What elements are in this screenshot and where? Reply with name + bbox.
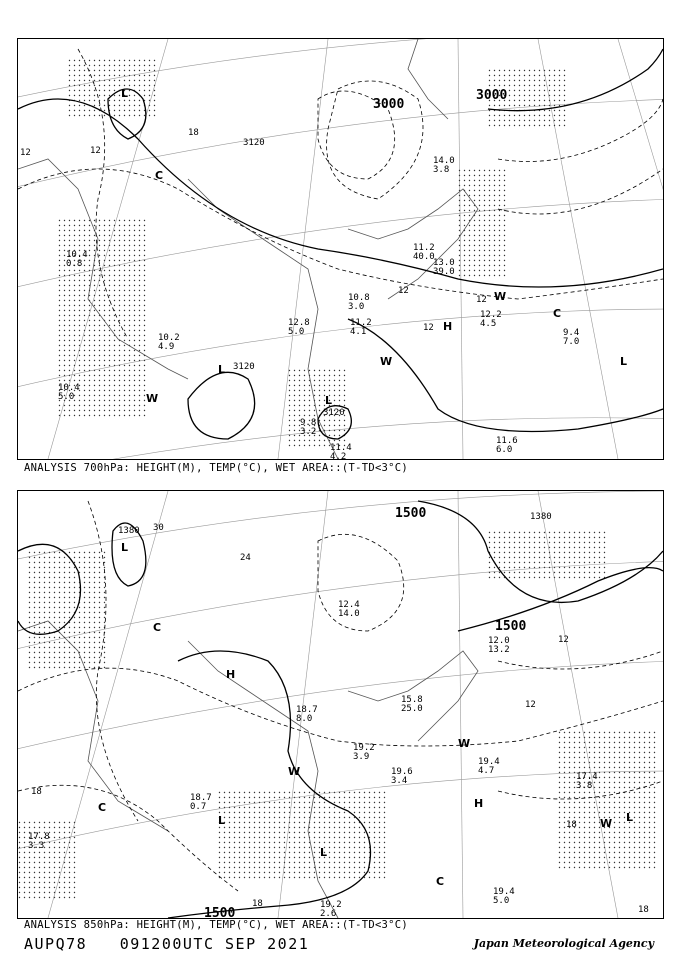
isotherm-label: 18: [638, 905, 649, 915]
map-850-graphics: [18, 491, 663, 918]
wet-area-700: [58, 59, 568, 449]
station-obs: 11.2 40.0: [413, 243, 435, 262]
height-label-3120-a: 3120: [243, 138, 265, 148]
high-pressure-symbol: H: [474, 797, 484, 810]
cold-center-symbol: C: [436, 875, 445, 888]
cold-center-symbol: C: [98, 801, 107, 814]
low-pressure-symbol: L: [121, 87, 129, 100]
station-obs: 19.2 3.9: [353, 743, 375, 762]
low-pressure-symbol: L: [626, 811, 634, 824]
isotherm-label: 24: [240, 553, 251, 563]
low-pressure-symbol: L: [620, 355, 628, 368]
map-700-graphics: [18, 39, 663, 459]
isotherm-label: 12: [525, 700, 536, 710]
height-label-1380-a: 1380: [118, 526, 140, 536]
warm-center-symbol: W: [600, 817, 613, 830]
station-obs: 12.2 4.5: [480, 310, 502, 329]
station-obs: 11.2 4.1: [350, 318, 372, 337]
warm-center-symbol: W: [380, 355, 393, 368]
height-label-3000-a: 3000: [373, 97, 405, 112]
agency-name: Japan Meteorological Agency: [473, 937, 654, 950]
warm-center-symbol: W: [494, 290, 507, 303]
isotherm-label: 12: [90, 146, 101, 156]
low-pressure-symbol: L: [121, 541, 129, 554]
isotherm-label: 12: [558, 635, 569, 645]
isotherm-label: 18: [252, 899, 263, 909]
cold-center-symbol: C: [155, 169, 164, 182]
isotherm-label: 18: [188, 128, 199, 138]
station-obs: 12.0 13.2: [488, 636, 510, 655]
chart-id: AUPQ78: [24, 935, 88, 953]
station-obs: 9.4 7.0: [563, 328, 580, 347]
station-obs: 9.8 3.2: [300, 418, 317, 437]
height-label-3000-b: 3000: [476, 88, 508, 103]
height-label-3120-b: 3120: [233, 362, 255, 372]
station-obs: 12.8 5.0: [288, 318, 310, 337]
warm-center-symbol: W: [146, 392, 159, 405]
analysis-850hpa-map: [17, 490, 664, 919]
station-obs: 17.8 3.3: [28, 832, 50, 851]
station-obs: 19.2 2.6: [320, 900, 342, 919]
height-label-1500-a: 1500: [395, 506, 427, 521]
height-label-1380-b: 1380: [530, 512, 552, 522]
height-label-1500-c: 1500: [204, 906, 236, 919]
station-obs: 10.4 0.8: [66, 250, 88, 269]
high-pressure-symbol: H: [443, 320, 453, 333]
isotherm-label: 12: [398, 286, 409, 296]
station-obs: 19.6 3.4: [391, 767, 413, 786]
station-obs: 11.4 4.2: [330, 443, 352, 460]
isotherm-label: 12: [476, 295, 487, 305]
station-obs: 10.2 4.9: [158, 333, 180, 352]
cold-center-symbol: C: [553, 307, 562, 320]
station-obs: 10.8 3.0: [348, 293, 370, 312]
valid-time: 091200UTC SEP 2021: [119, 935, 310, 953]
caption-700hpa: ANALYSIS 700hPa: HEIGHT(M), TEMP(°C), WET AREA::(T-TD<3°C): [24, 462, 409, 474]
station-obs: 14.0 3.8: [433, 156, 455, 175]
wet-area-850: [18, 531, 658, 901]
station-obs: 17.4 3.8: [576, 772, 598, 791]
station-obs: 10.4 5.0: [58, 383, 80, 402]
caption-850hpa: ANALYSIS 850hPa: HEIGHT(M), TEMP(°C), WET AREA::(T-TD<3°C): [24, 919, 409, 931]
isotherm-label: 18: [31, 787, 42, 797]
station-obs: 18.7 8.0: [296, 705, 318, 724]
height-label-3120-c: 3120: [323, 408, 345, 418]
chart-identifier: [24, 935, 331, 953]
station-obs: 13.0 39.0: [433, 258, 455, 277]
station-obs: 19.4 5.0: [493, 887, 515, 906]
station-obs: 18.7 0.7: [190, 793, 212, 812]
isotherm-label: 12: [20, 148, 31, 158]
station-obs: 19.4 4.7: [478, 757, 500, 776]
isotherm-label: 30: [153, 523, 164, 533]
low-pressure-symbol: L: [325, 394, 333, 407]
station-obs: 15.8 25.0: [401, 695, 423, 714]
low-pressure-symbol: L: [320, 846, 328, 859]
warm-center-symbol: W: [288, 765, 301, 778]
warm-center-symbol: W: [458, 737, 471, 750]
station-obs: 11.6 6.0: [496, 436, 518, 455]
low-pressure-symbol: L: [218, 363, 226, 376]
high-pressure-symbol: H: [226, 668, 236, 681]
station-obs: 12.4 14.0: [338, 600, 360, 619]
cold-center-symbol: C: [153, 621, 162, 634]
isotherm-label: 18: [566, 820, 577, 830]
analysis-700hpa-map: [17, 38, 664, 460]
isotherm-label: 12: [423, 323, 434, 333]
height-label-1500-b: 1500: [495, 619, 527, 634]
low-pressure-symbol: L: [218, 814, 226, 827]
